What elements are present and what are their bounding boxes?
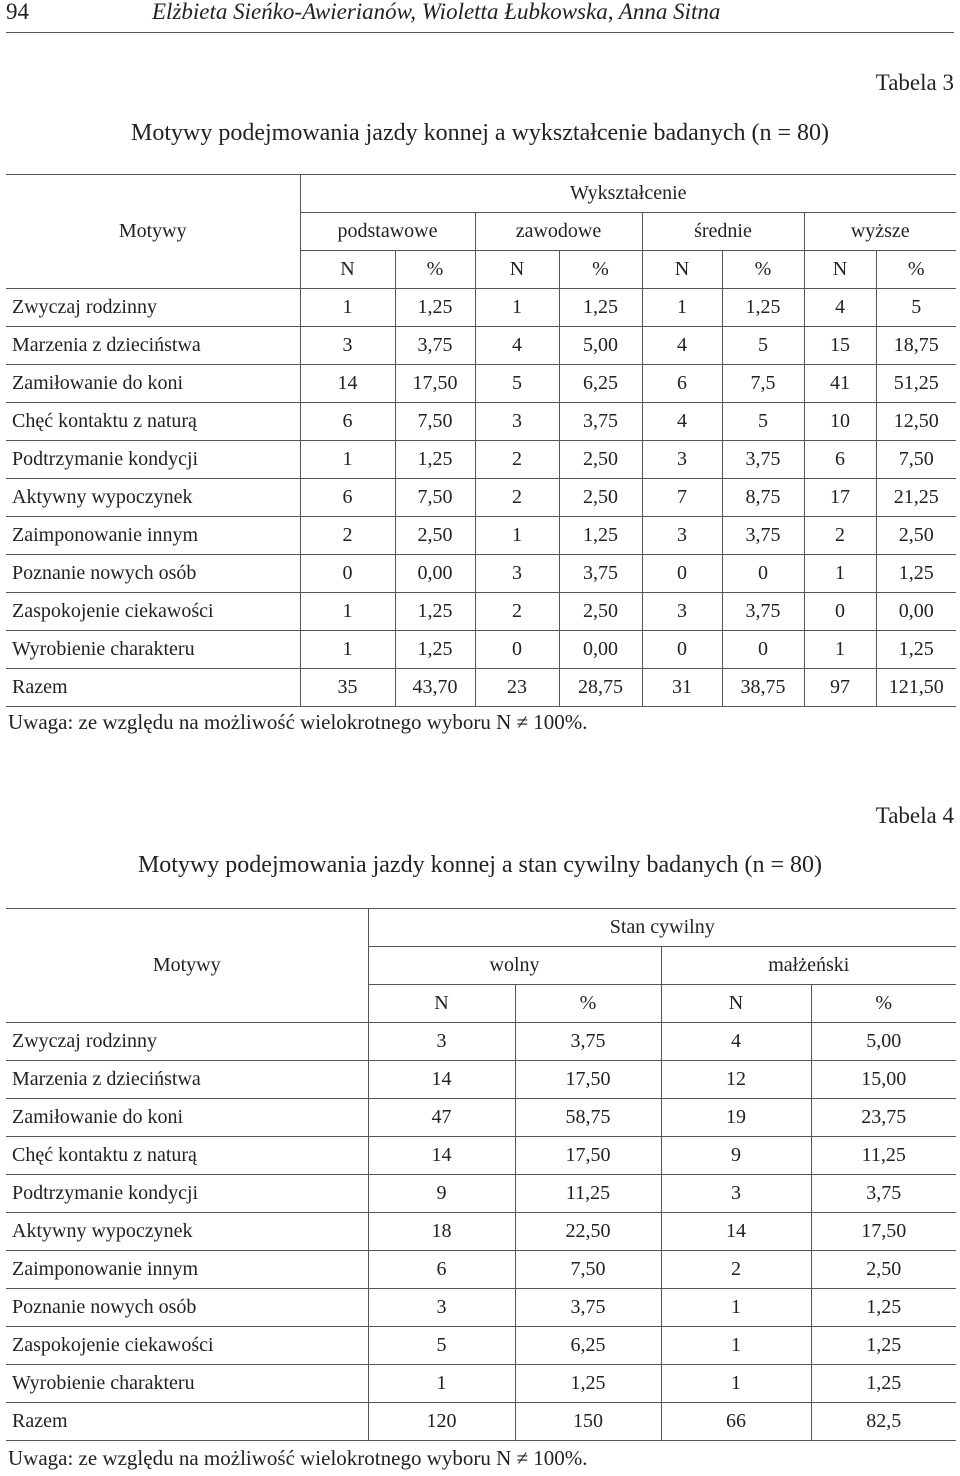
table-cell: 7,50 — [515, 1251, 661, 1289]
table-cell: 1 — [642, 289, 722, 327]
table-cell: 43,70 — [395, 669, 475, 707]
table-cell: 17 — [804, 479, 876, 517]
table-cell: 51,25 — [876, 365, 956, 403]
table4-subheader-3: % — [811, 985, 956, 1023]
row-label: Zamiłowanie do koni — [6, 365, 300, 403]
table-cell: 58,75 — [515, 1099, 661, 1137]
table-cell: 6 — [368, 1251, 515, 1289]
table3-row-header-text: Motywy — [118, 220, 187, 242]
table4-group-header: Stan cywilny — [368, 909, 956, 947]
table-cell: 6 — [642, 365, 722, 403]
table-cell: 7 — [642, 479, 722, 517]
table-cell: 5 — [876, 289, 956, 327]
table3-subheader-6: N — [804, 251, 876, 289]
table-cell: 1 — [475, 517, 559, 555]
row-label: Chęć kontaktu z naturą — [6, 403, 300, 441]
table-cell: 28,75 — [559, 669, 642, 707]
table-cell: 4 — [475, 327, 559, 365]
table-cell: 0 — [722, 631, 804, 669]
table4-group-1: małżeński — [661, 947, 956, 985]
table-cell: 8,75 — [722, 479, 804, 517]
table3 — [6, 174, 956, 707]
table3-subheader-3: % — [559, 251, 642, 289]
table3-note: Uwaga: ze względu na możliwość wielokrotnego wyboru N ≠ 100%. — [8, 710, 588, 734]
table-cell: 5 — [722, 403, 804, 441]
table4-caption: Motywy podejmowania jazdy konnej a stan cywilny badanych (n = 80) — [137, 852, 823, 878]
table-cell: 82,5 — [811, 1403, 956, 1441]
row-label: Zwyczaj rodzinny — [6, 289, 300, 327]
table-cell: 1,25 — [876, 555, 956, 593]
table-cell: 0 — [300, 555, 395, 593]
table-cell: 1 — [300, 631, 395, 669]
table-cell: 5,00 — [811, 1023, 956, 1061]
table3-subheader-5: % — [722, 251, 804, 289]
authors: Elżbieta Sieńko-Awierianów, Wioletta Łubkowska, Anna Sitna — [152, 0, 721, 24]
table-row — [6, 1061, 956, 1099]
table-cell: 2 — [475, 479, 559, 517]
row-label: Zaimponowanie innym — [6, 1251, 368, 1289]
table3-subheader-1: % — [395, 251, 475, 289]
table-cell: 7,50 — [876, 441, 956, 479]
page-number: 94 — [6, 0, 29, 24]
table-cell: 17,50 — [515, 1137, 661, 1175]
table-row — [6, 479, 956, 517]
table-cell: 3 — [642, 517, 722, 555]
table-cell: 23,75 — [811, 1099, 956, 1137]
table-row — [6, 327, 956, 365]
table-cell: 1 — [661, 1365, 811, 1403]
table-row — [6, 1251, 956, 1289]
table-cell: 3,75 — [515, 1289, 661, 1327]
table-cell: 17,50 — [811, 1213, 956, 1251]
table-row — [6, 1327, 956, 1365]
row-label: Poznanie nowych osób — [6, 555, 300, 593]
table-row — [6, 593, 956, 631]
table-cell: 9 — [368, 1175, 515, 1213]
table-cell: 5 — [722, 327, 804, 365]
table-cell: 2,50 — [811, 1251, 956, 1289]
table-cell: 15 — [804, 327, 876, 365]
table-row — [6, 289, 956, 327]
table-cell: 41 — [804, 365, 876, 403]
table-cell: 7,50 — [395, 479, 475, 517]
table-cell: 1,25 — [395, 631, 475, 669]
table-cell: 1,25 — [395, 441, 475, 479]
table-cell: 2,50 — [559, 593, 642, 631]
table-cell: 3 — [642, 441, 722, 479]
row-label: Chęć kontaktu z naturą — [6, 1137, 368, 1175]
table-cell: 19 — [661, 1099, 811, 1137]
table-cell: 1 — [300, 441, 395, 479]
table-row — [6, 669, 956, 707]
table-row — [6, 1213, 956, 1251]
table-cell: 2 — [804, 517, 876, 555]
table-cell: 2 — [475, 593, 559, 631]
table-cell: 4 — [642, 327, 722, 365]
table-cell: 14 — [368, 1061, 515, 1099]
table3-group-0: podstawowe — [300, 213, 475, 251]
table-cell: 0 — [475, 631, 559, 669]
table-row — [6, 1403, 956, 1441]
table-cell: 1,25 — [722, 289, 804, 327]
table-cell: 3 — [661, 1175, 811, 1213]
table-cell: 0 — [804, 593, 876, 631]
table-cell: 7,5 — [722, 365, 804, 403]
row-label: Zwyczaj rodzinny — [6, 1023, 368, 1061]
table-cell: 15,00 — [811, 1061, 956, 1099]
table-cell: 1 — [300, 593, 395, 631]
table-cell: 11,25 — [811, 1137, 956, 1175]
table-cell: 10 — [804, 403, 876, 441]
table4-row-header — [6, 909, 368, 1023]
table-cell: 47 — [368, 1099, 515, 1137]
table-row — [6, 365, 956, 403]
table-cell: 1 — [475, 289, 559, 327]
table4 — [6, 908, 956, 1441]
table-cell: 2 — [475, 441, 559, 479]
table4-label: Tabela 4 — [875, 803, 954, 828]
table-cell: 0 — [642, 631, 722, 669]
table-cell: 2,50 — [559, 441, 642, 479]
table-cell: 97 — [804, 669, 876, 707]
table-cell: 2,50 — [395, 517, 475, 555]
table-row — [6, 403, 956, 441]
table-cell: 31 — [642, 669, 722, 707]
table-row — [6, 1175, 956, 1213]
table-cell: 1,25 — [395, 289, 475, 327]
table-cell: 2 — [661, 1251, 811, 1289]
table-cell: 3,75 — [395, 327, 475, 365]
table-cell: 1 — [804, 631, 876, 669]
row-label: Wyrobienie charakteru — [6, 1365, 368, 1403]
table-cell: 2,50 — [559, 479, 642, 517]
table-cell: 1,25 — [559, 289, 642, 327]
table-cell: 1 — [661, 1327, 811, 1365]
row-label: Zaspokojenie ciekawości — [6, 593, 300, 631]
table4-subheader-2: N — [661, 985, 811, 1023]
table3-group-1: zawodowe — [475, 213, 642, 251]
table-cell: 3,75 — [722, 441, 804, 479]
table3-label: Tabela 3 — [875, 70, 954, 95]
running-head — [6, 0, 954, 33]
table-cell: 121,50 — [876, 669, 956, 707]
table-cell: 66 — [661, 1403, 811, 1441]
table-cell: 9 — [661, 1137, 811, 1175]
table-cell: 1,25 — [876, 631, 956, 669]
table-cell: 6,25 — [515, 1327, 661, 1365]
table-cell: 3,75 — [811, 1175, 956, 1213]
table-cell: 3,75 — [559, 403, 642, 441]
table3-subheader-0: N — [300, 251, 395, 289]
table-row — [6, 517, 956, 555]
table-cell: 4 — [804, 289, 876, 327]
table-cell: 120 — [368, 1403, 515, 1441]
table-cell: 0 — [722, 555, 804, 593]
table-row — [6, 1365, 956, 1403]
table-row — [6, 1289, 956, 1327]
row-label: Zamiłowanie do koni — [6, 1099, 368, 1137]
table-cell: 1,25 — [811, 1365, 956, 1403]
table-cell: 1,25 — [395, 593, 475, 631]
table-row — [6, 631, 956, 669]
table-cell: 3 — [642, 593, 722, 631]
table-cell: 1,25 — [559, 517, 642, 555]
table-cell: 18,75 — [876, 327, 956, 365]
table4-row-header-text: Motywy — [152, 954, 221, 976]
table-cell: 3 — [300, 327, 395, 365]
table-cell: 1,25 — [515, 1365, 661, 1403]
table-cell: 35 — [300, 669, 395, 707]
table-cell: 3 — [368, 1023, 515, 1061]
table-cell: 21,25 — [876, 479, 956, 517]
table-cell: 5,00 — [559, 327, 642, 365]
table-cell: 1 — [300, 289, 395, 327]
table-cell: 150 — [515, 1403, 661, 1441]
table-cell: 1 — [368, 1365, 515, 1403]
table4-group-0: wolny — [368, 947, 661, 985]
table-cell: 3 — [475, 555, 559, 593]
table-cell: 17,50 — [515, 1061, 661, 1099]
table-cell: 18 — [368, 1213, 515, 1251]
table-cell: 3,75 — [722, 593, 804, 631]
row-label: Podtrzymanie kondycji — [6, 441, 300, 479]
table-cell: 1 — [804, 555, 876, 593]
table-cell: 12,50 — [876, 403, 956, 441]
table-cell: 0,00 — [559, 631, 642, 669]
table-cell: 17,50 — [395, 365, 475, 403]
table4-subheader-1: % — [515, 985, 661, 1023]
table-cell: 23 — [475, 669, 559, 707]
table4-subheader-0: N — [368, 985, 515, 1023]
table-row — [6, 1023, 956, 1061]
table-cell: 14 — [300, 365, 395, 403]
table3-caption: Motywy podejmowania jazdy konnej a wykształcenie badanych (n = 80) — [131, 120, 829, 146]
table-cell: 4 — [661, 1023, 811, 1061]
table3-row-header — [6, 175, 300, 289]
row-label: Wyrobienie charakteru — [6, 631, 300, 669]
table3-subheader-2: N — [475, 251, 559, 289]
table3-subheader-7: % — [876, 251, 956, 289]
row-label: Aktywny wypoczynek — [6, 1213, 368, 1251]
table3-group-2: średnie — [642, 213, 804, 251]
table-cell: 6,25 — [559, 365, 642, 403]
table-cell: 0,00 — [395, 555, 475, 593]
table-cell: 1,25 — [811, 1327, 956, 1365]
table-cell: 3,75 — [515, 1023, 661, 1061]
row-label: Razem — [6, 1403, 368, 1441]
table-cell: 2,50 — [876, 517, 956, 555]
row-label: Marzenia z dzieciństwa — [6, 327, 300, 365]
table-cell: 38,75 — [722, 669, 804, 707]
row-label: Razem — [6, 669, 300, 707]
row-label: Podtrzymanie kondycji — [6, 1175, 368, 1213]
row-label: Aktywny wypoczynek — [6, 479, 300, 517]
row-label: Marzenia z dzieciństwa — [6, 1061, 368, 1099]
table-cell: 22,50 — [515, 1213, 661, 1251]
table-cell: 6 — [300, 403, 395, 441]
table-cell: 3 — [368, 1289, 515, 1327]
table-cell: 3,75 — [559, 555, 642, 593]
table-cell: 11,25 — [515, 1175, 661, 1213]
table-cell: 3 — [475, 403, 559, 441]
table-cell: 5 — [475, 365, 559, 403]
table-cell: 0,00 — [876, 593, 956, 631]
table-cell: 14 — [661, 1213, 811, 1251]
table-cell: 1,25 — [811, 1289, 956, 1327]
table-cell: 2 — [300, 517, 395, 555]
row-label: Zaspokojenie ciekawości — [6, 1327, 368, 1365]
table-cell: 3,75 — [722, 517, 804, 555]
table-cell: 6 — [300, 479, 395, 517]
table-cell: 5 — [368, 1327, 515, 1365]
table-cell: 12 — [661, 1061, 811, 1099]
row-label: Zaimponowanie innym — [6, 517, 300, 555]
table-row — [6, 441, 956, 479]
table-cell: 1 — [661, 1289, 811, 1327]
table-row — [6, 1137, 956, 1175]
table-cell: 0 — [642, 555, 722, 593]
table4-note: Uwaga: ze względu na możliwość wielokrotnego wyboru N ≠ 100%. — [8, 1446, 588, 1470]
table-cell: 4 — [642, 403, 722, 441]
table-row — [6, 1099, 956, 1137]
row-label: Poznanie nowych osób — [6, 1289, 368, 1327]
table3-subheader-4: N — [642, 251, 722, 289]
table-cell: 14 — [368, 1137, 515, 1175]
table-cell: 7,50 — [395, 403, 475, 441]
table3-group-header: Wykształcenie — [300, 175, 956, 213]
table3-group-3: wyższe — [804, 213, 956, 251]
table-cell: 6 — [804, 441, 876, 479]
table-row — [6, 555, 956, 593]
